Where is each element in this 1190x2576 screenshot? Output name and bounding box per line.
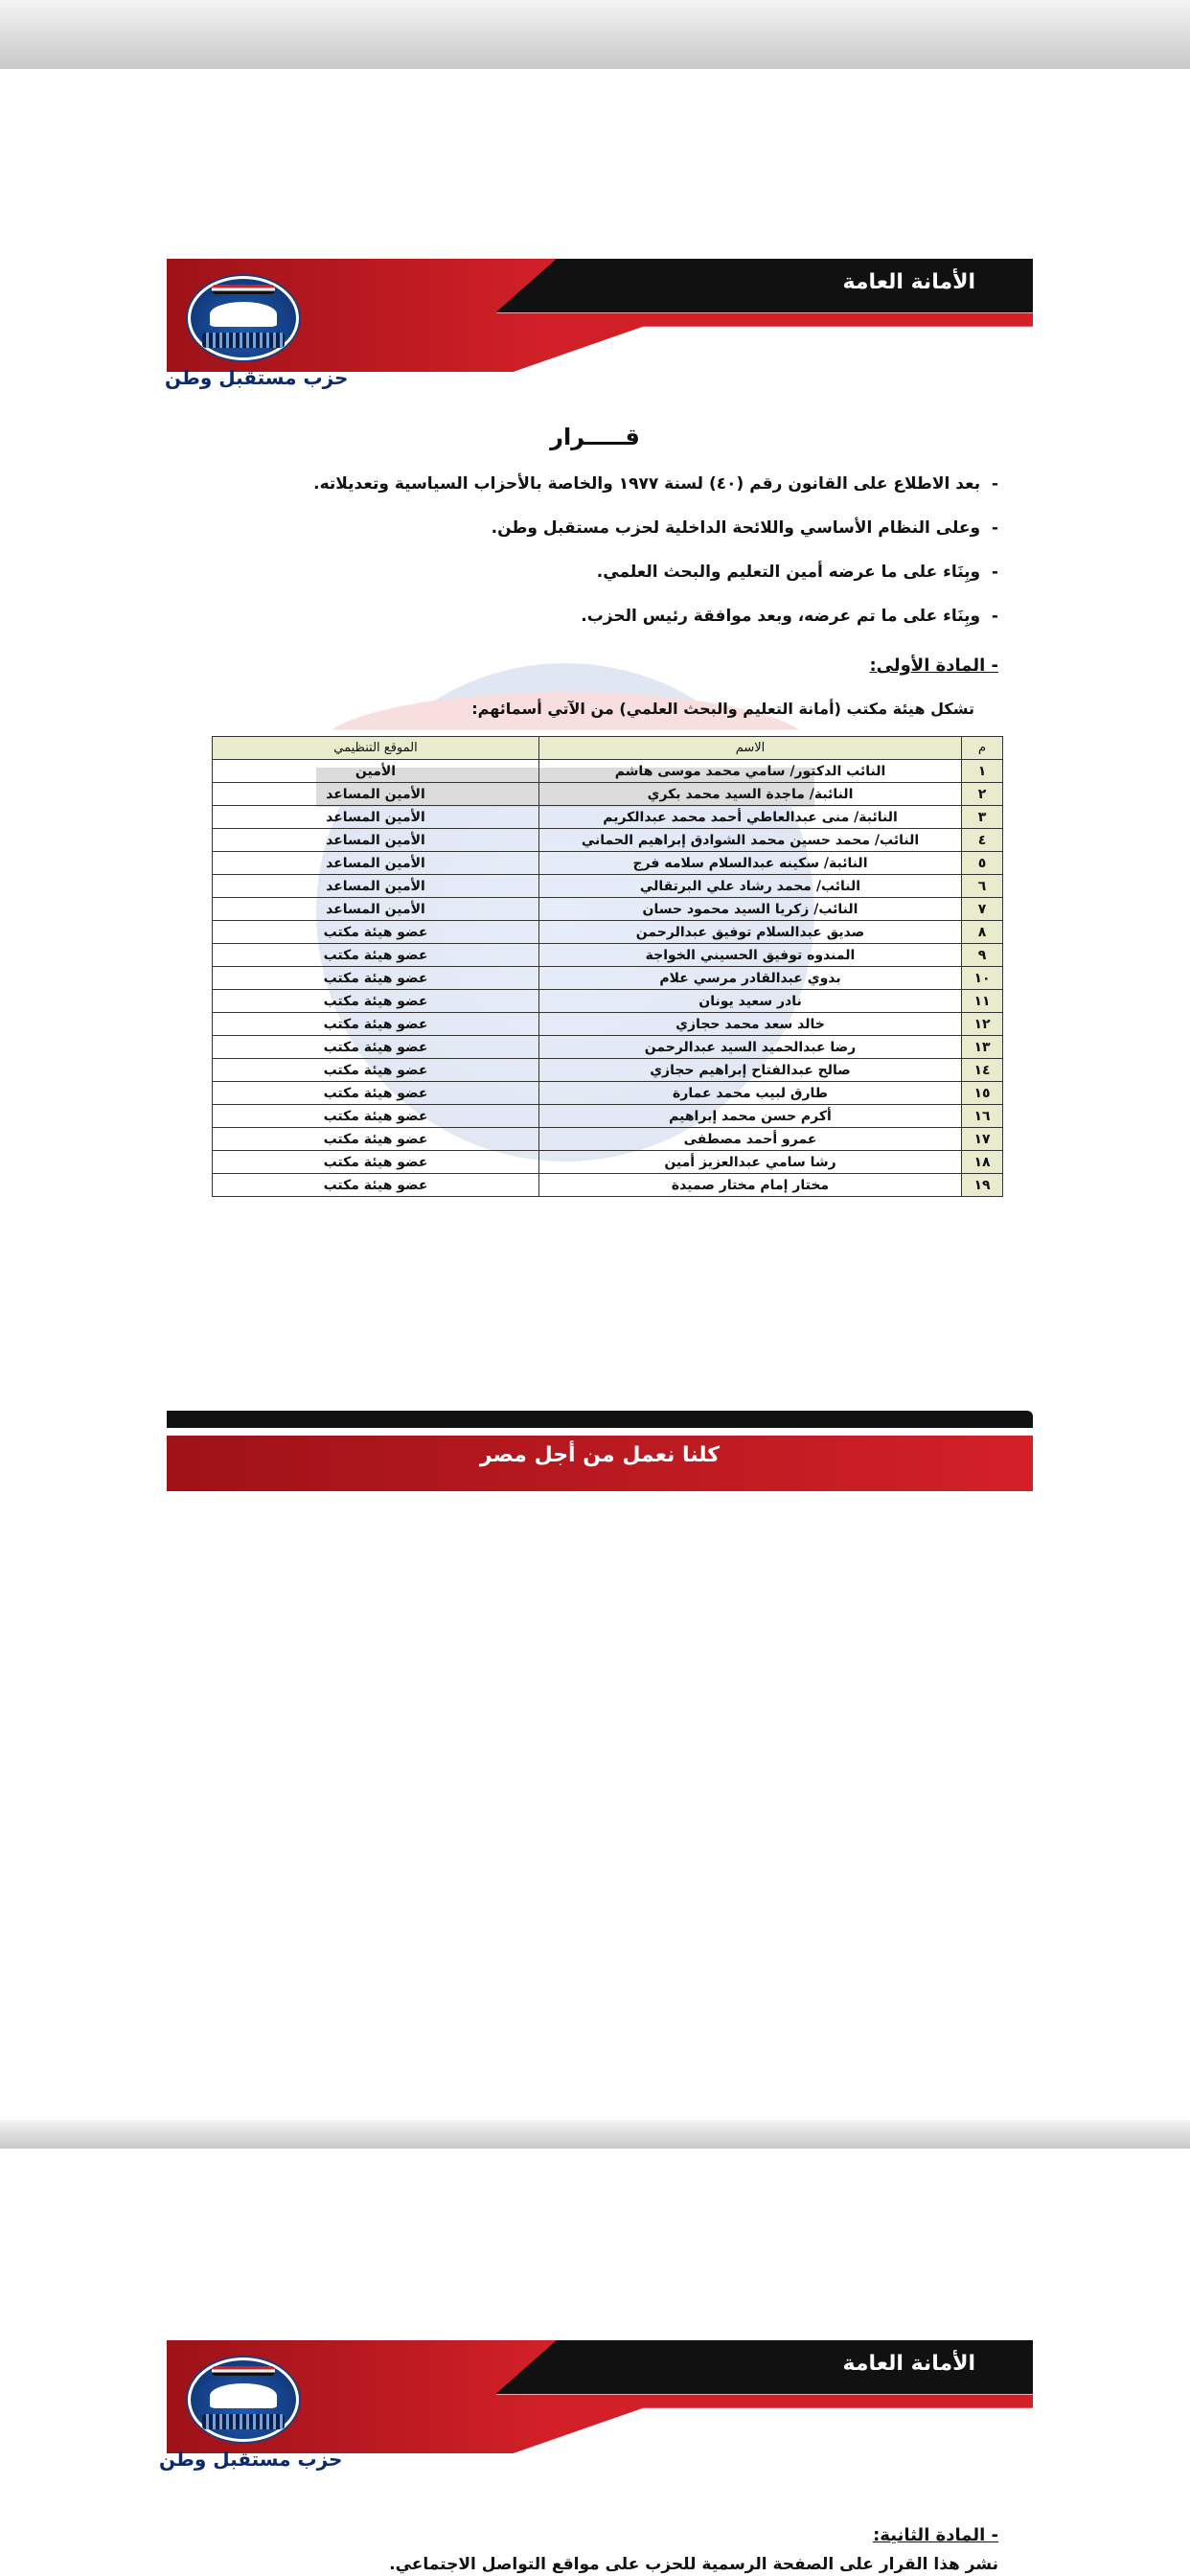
table-row (213, 1128, 1003, 1151)
member-name: النائب/ زكريا السيد محمود حسان (539, 898, 962, 921)
page-separator-top (0, 0, 1190, 69)
row-number: ٩ (962, 944, 1003, 967)
member-role: الأمين المساعد (213, 829, 539, 852)
member-name: نادر سعيد يونان (539, 990, 962, 1013)
row-number: ١٠ (962, 967, 1003, 990)
member-role: عضو هيئة مكتب (213, 921, 539, 944)
row-number: ٨ (962, 921, 1003, 944)
decision-title: قـــــرار (550, 424, 640, 450)
article-2-heading: - المادة الثانية: (873, 2525, 998, 2545)
row-number: ٥ (962, 852, 1003, 875)
member-role: عضو هيئة مكتب (213, 1151, 539, 1174)
member-name: النائبة/ منى عبدالعاطي أحمد محمد عبدالكريم (539, 806, 962, 829)
col-role: الموقع التنظيمي (213, 737, 539, 760)
member-name: صالح عبدالفتاح إبراهيم حجازي (539, 1059, 962, 1082)
member-role: الأمين المساعد (213, 783, 539, 806)
member-name: رشا سامي عبدالعزيز أمين (539, 1151, 962, 1174)
row-number: ١١ (962, 990, 1003, 1013)
table-row (213, 967, 1003, 990)
table-header-row (213, 737, 1003, 760)
preamble-item: - وعلى النظام الأساسي واللائحة الداخلية لحزب مستقبل وطن. (491, 518, 998, 538)
table-row (213, 944, 1003, 967)
preamble-item: - وبِنَاء على ما تم عرضه، وبعد موافقة رئيس الحزب. (581, 607, 998, 626)
member-role: عضو هيئة مكتب (213, 1059, 539, 1082)
member-role: عضو هيئة مكتب (213, 1174, 539, 1197)
preamble-item: - وبِنَاء على ما عرضه أمين التعليم والبحث العلمي. (596, 563, 998, 582)
document-page-2 (0, 2149, 1190, 2576)
table-row (213, 1082, 1003, 1105)
member-role: عضو هيئة مكتب (213, 1013, 539, 1036)
party-name: حزب مستقبل وطن (165, 366, 349, 389)
member-name: عمرو أحمد مصطفى (539, 1128, 962, 1151)
table-row (213, 875, 1003, 898)
row-number: ٣ (962, 806, 1003, 829)
member-name: النائب/ محمد حسين محمد الشوادق إبراهيم الحماني (539, 829, 962, 852)
header-title: الأمانة العامة (842, 270, 975, 294)
member-name: مختار إمام مختار صميدة (539, 1174, 962, 1197)
table-row (213, 852, 1003, 875)
member-name: صديق عبدالسلام توفيق عبدالرحمن (539, 921, 962, 944)
page-separator-middle (0, 2120, 1190, 2149)
party-logo-icon (188, 276, 299, 360)
table-row (213, 1174, 1003, 1197)
row-number: ١٢ (962, 1013, 1003, 1036)
member-name: النائب الدكتور/ سامي محمد موسى هاشم (539, 760, 962, 783)
member-role: عضو هيئة مكتب (213, 990, 539, 1013)
member-role: عضو هيئة مكتب (213, 944, 539, 967)
row-number: ١ (962, 760, 1003, 783)
preamble-list (313, 462, 998, 638)
letterhead (167, 259, 1033, 401)
table-row (213, 760, 1003, 783)
row-number: ٧ (962, 898, 1003, 921)
col-name: الاسم (539, 737, 962, 760)
member-name: بدوي عبدالقادر مرسي علام (539, 967, 962, 990)
header-title-page-2: الأمانة العامة (842, 2352, 975, 2376)
member-name: النائبة/ ماجدة السيد محمد بكري (539, 783, 962, 806)
table-row (213, 990, 1003, 1013)
party-name-page-2: حزب مستقبل وطن (159, 2448, 343, 2471)
members-table (212, 736, 1003, 1197)
table-row (213, 898, 1003, 921)
letterhead-page-2 (159, 2340, 1033, 2482)
table-row (213, 921, 1003, 944)
member-role: عضو هيئة مكتب (213, 1105, 539, 1128)
table-row (213, 1059, 1003, 1082)
member-role: الأمين المساعد (213, 875, 539, 898)
table-row (213, 1036, 1003, 1059)
member-name: أكرم حسن محمد إبراهيم (539, 1105, 962, 1128)
table-row (213, 783, 1003, 806)
footer-slogan: كلنا نعمل من أجل مصر (479, 1443, 721, 1467)
member-name: طارق لبيب محمد عمارة (539, 1082, 962, 1105)
row-number: ٦ (962, 875, 1003, 898)
member-name: خالد سعد محمد حجازي (539, 1013, 962, 1036)
member-name: المندوه توفيق الحسيني الخواجة (539, 944, 962, 967)
row-number: ١٣ (962, 1036, 1003, 1059)
row-number: ١٩ (962, 1174, 1003, 1197)
member-name: رضا عبدالحميد السيد عبدالرحمن (539, 1036, 962, 1059)
document-page-1 (0, 69, 1190, 2120)
member-role: عضو هيئة مكتب (213, 1082, 539, 1105)
row-number: ١٧ (962, 1128, 1003, 1151)
article-2-text: نشر هذا القرار على الصفحة الرسمية للحزب على مواقع التواصل الاجتماعي. (389, 2555, 998, 2574)
member-role: عضو هيئة مكتب (213, 1128, 539, 1151)
table-row (213, 829, 1003, 852)
member-role: الأمين المساعد (213, 806, 539, 829)
table-row (213, 806, 1003, 829)
article-1-heading: - المادة الأولى: (869, 656, 998, 676)
member-role: الأمين المساعد (213, 852, 539, 875)
row-number: ١٨ (962, 1151, 1003, 1174)
member-name: النائبة/ سكينه عبدالسلام سلامه فرج (539, 852, 962, 875)
article-1-intro: تشكل هيئة مكتب (أمانة التعليم والبحث العلمي) من الآتي أسمائهم: (471, 700, 974, 718)
row-number: ١٥ (962, 1082, 1003, 1105)
row-number: ٤ (962, 829, 1003, 852)
row-number: ١٤ (962, 1059, 1003, 1082)
table-row (213, 1151, 1003, 1174)
party-logo-icon (188, 2358, 299, 2442)
member-role: عضو هيئة مكتب (213, 1036, 539, 1059)
footer-band (167, 1411, 1033, 1491)
member-role: الأمين (213, 760, 539, 783)
member-role: الأمين المساعد (213, 898, 539, 921)
row-number: ١٦ (962, 1105, 1003, 1128)
col-number: م (962, 737, 1003, 760)
table-row (213, 1105, 1003, 1128)
table-row (213, 1013, 1003, 1036)
member-name: النائب/ محمد رشاد علي البرتقالي (539, 875, 962, 898)
preamble-item: - بعد الاطلاع على القانون رقم (٤٠) لسنة ١٩٧٧ والخاصة بالأحزاب السياسية وتعديلاته. (313, 474, 998, 494)
member-role: عضو هيئة مكتب (213, 967, 539, 990)
row-number: ٢ (962, 783, 1003, 806)
